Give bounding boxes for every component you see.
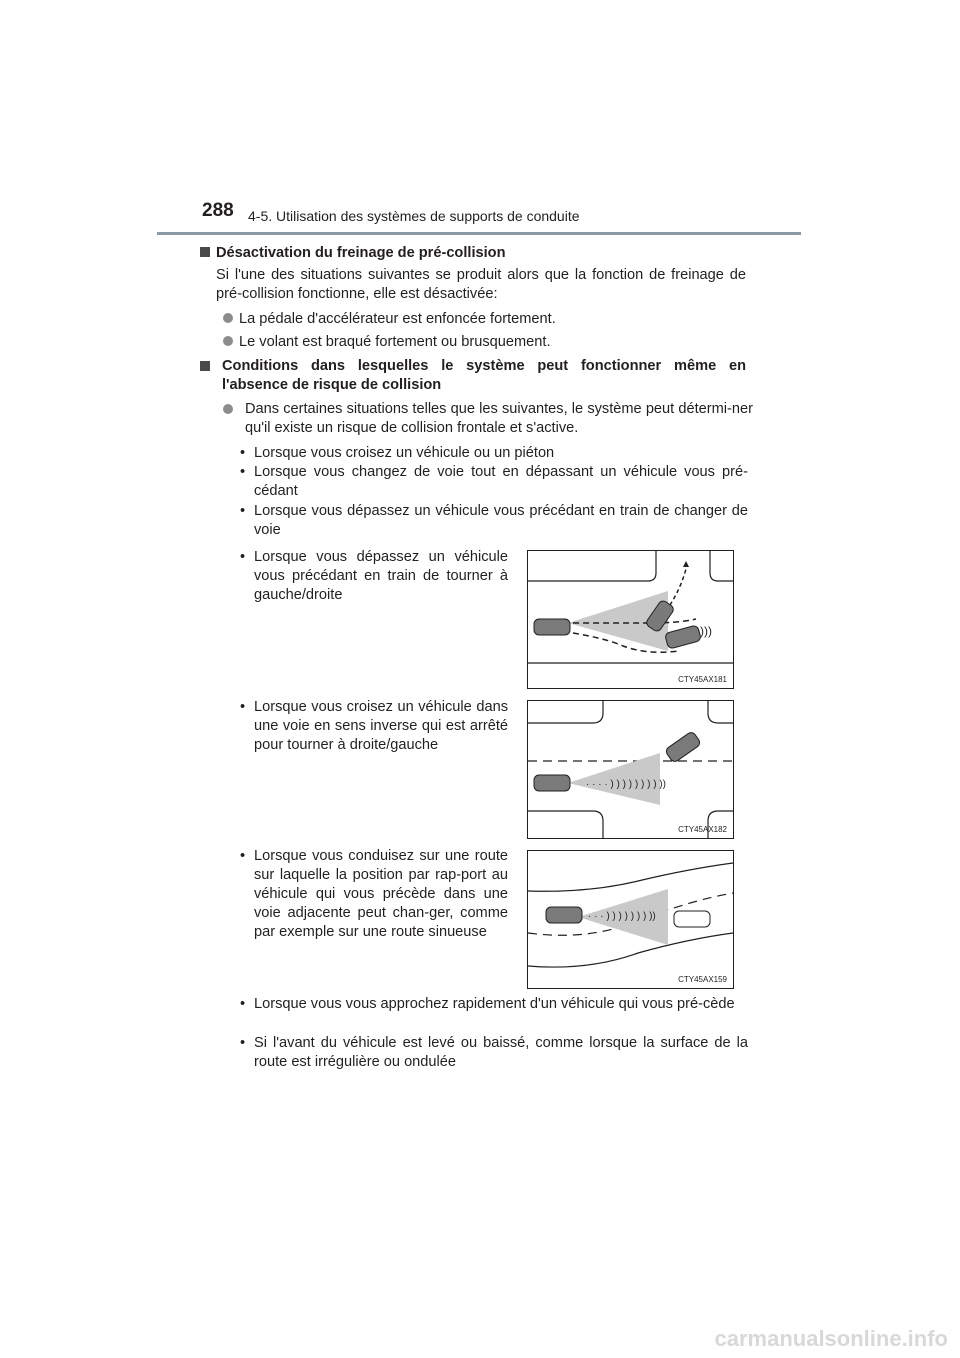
figure-oncoming-turning-vehicle bbox=[527, 700, 734, 839]
item-2: • Lorsque vous changez de voie tout en dépassant un véhicule vous pré-cédant bbox=[240, 464, 748, 499]
round-bullet-icon bbox=[223, 404, 233, 414]
page-number: 288 bbox=[202, 200, 234, 221]
svg-text:· · · · ) ) ) ) ) ) ) ) )): · · · · ) ) ) ) ) ) ) ) )) bbox=[586, 779, 666, 790]
watermark: carmanualsonline.info bbox=[714, 1326, 948, 1351]
chapter-title: 4-5. Utilisation des systèmes de supports de conduite bbox=[248, 208, 580, 224]
section1-bullet-1: La pédale d'accélérateur est enfoncée fortement. bbox=[223, 310, 556, 329]
svg-text:))): ))) bbox=[700, 624, 712, 638]
item-1: • Lorsque vous croisez un véhicule ou un piéton bbox=[240, 445, 555, 461]
section2-bullet: Dans certaines situations telles que les suivantes, le système peut détermi-ner qu'il existe un risque de collision frontale et s'active. bbox=[223, 400, 753, 438]
square-bullet-icon bbox=[200, 361, 210, 371]
figure-code: CTY45AX181 bbox=[678, 675, 727, 684]
fig-item-1: • Lorsque vous dépassez un véhicule vous précédant en train de tourner à gauche/droite bbox=[240, 549, 508, 603]
header-rule bbox=[157, 232, 801, 235]
round-bullet-icon bbox=[223, 313, 233, 323]
section2-title: Conditions dans lesquelles le système peut fonctionner même en l'absence de risque de collision bbox=[222, 358, 746, 393]
square-bullet-icon bbox=[200, 247, 210, 257]
svg-text:· · · ) ) ) ) ) ) ) )): · · · ) ) ) ) ) ) ) )) bbox=[588, 911, 656, 922]
section1-intro: Si l'une des situations suivantes se produit alors que la fonction de freinage de pré-collision fonctionne, elle est désactivée: bbox=[216, 267, 746, 302]
section1-heading bbox=[200, 244, 506, 263]
section2-heading bbox=[200, 357, 746, 395]
round-bullet-icon bbox=[223, 336, 233, 346]
figure-code: CTY45AX182 bbox=[678, 825, 727, 834]
fig-item-2: • Lorsque vous croisez un véhicule dans une voie en sens inverse qui est arrêté pour tourner à droite/gauche bbox=[240, 699, 508, 753]
final-item-2: • Si l'avant du véhicule est levé ou baissé, comme lorsque la surface de la route est irrégulière ou ondulée bbox=[240, 1035, 748, 1070]
item-3: • Lorsque vous dépassez un véhicule vous précédant en train de changer de voie bbox=[240, 503, 748, 538]
figure-passing-turning-vehicle bbox=[527, 550, 734, 689]
final-item-1: • Lorsque vous vous approchez rapidement d'un véhicule qui vous pré-cède bbox=[240, 996, 735, 1012]
section1-title: Désactivation du freinage de pré-collision bbox=[216, 245, 506, 261]
figure-code: CTY45AX159 bbox=[678, 975, 727, 984]
figure-winding-road bbox=[527, 850, 734, 989]
fig-item-3: • Lorsque vous conduisez sur une route sur laquelle la position par rap-port au véhicule qui vous précède dans une voie adjacente peut chan-ger, comme par exemple sur une route sinueuse bbox=[240, 848, 508, 940]
section1-bullet-2: Le volant est braqué fortement ou brusquement. bbox=[223, 333, 551, 352]
